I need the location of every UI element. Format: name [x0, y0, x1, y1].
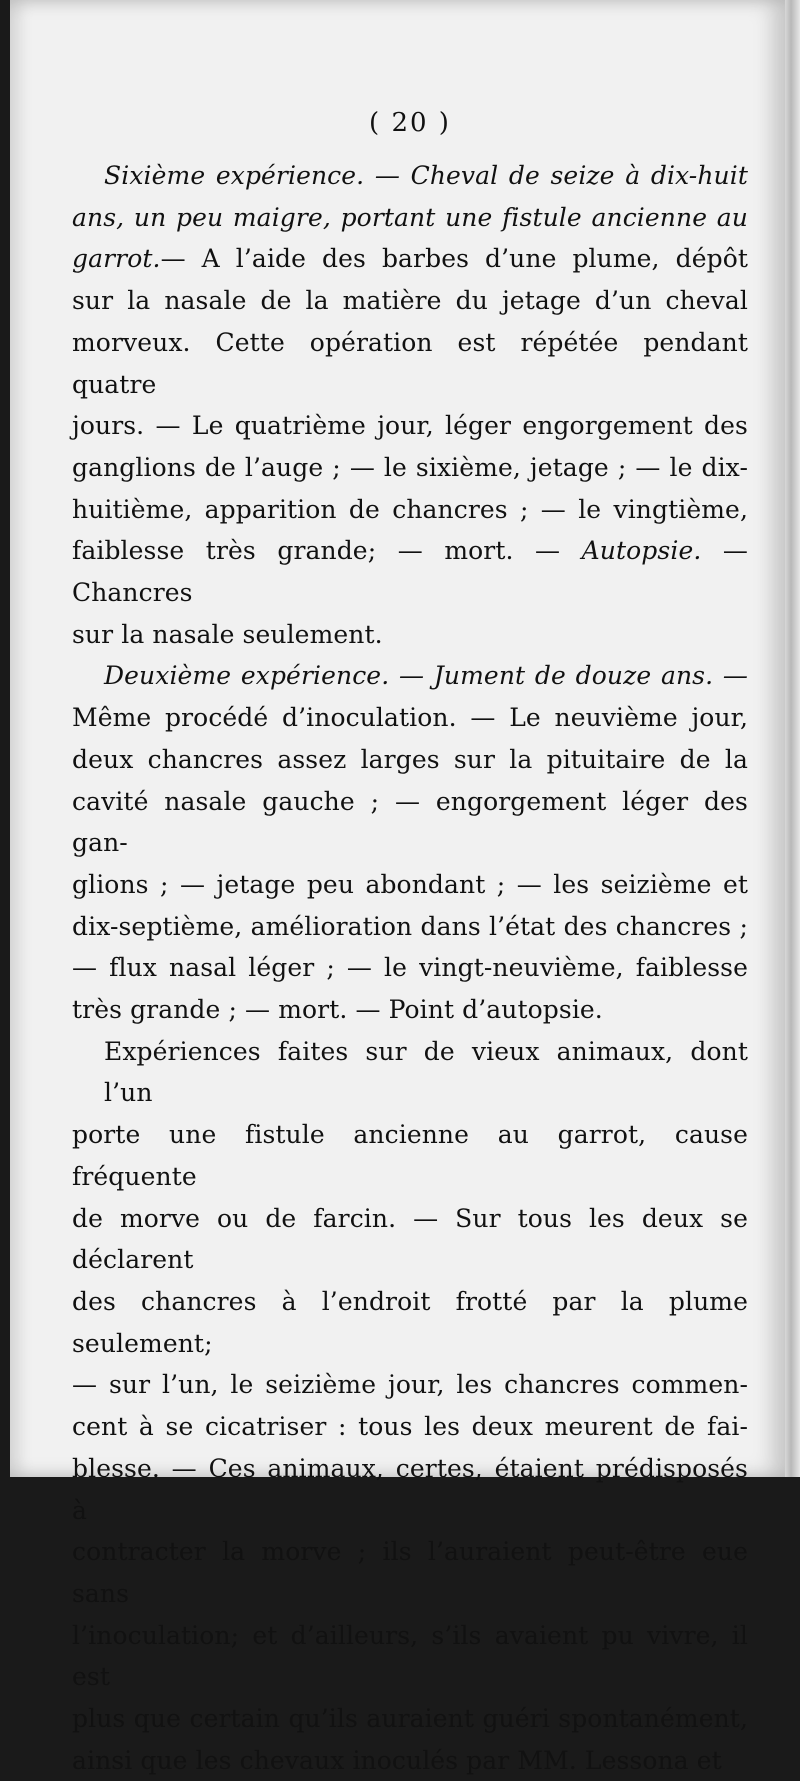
text-line	[72, 1281, 748, 1364]
text-run: faiblesse très grande; — mort. —	[72, 536, 582, 566]
text-run: sur la nasale seulement.	[72, 619, 383, 649]
text-run: — flux nasal léger ; — le vingt-neuvième, faiblesse	[72, 953, 748, 983]
text-line	[72, 655, 748, 697]
text-run: dix-septième, amélioration dans l’état des chancres ;	[72, 911, 748, 941]
book-page	[10, 0, 785, 1775]
text-run: sur la nasale de la matière du jetage d’un cheval	[72, 286, 748, 316]
text-run: de morve ou de farcin. — Sur tous les deux se déclarent	[72, 1203, 748, 1275]
text-line	[72, 1114, 748, 1197]
text-run: des chancres à l’endroit frotté par la plume seulement;	[72, 1286, 748, 1358]
italic-text: ans, un peu maigre, portant une fistule ancienne au	[72, 202, 748, 232]
page-body-text	[72, 155, 748, 1781]
text-run: Même procédé d’inoculation. — Le neuvième jour,	[72, 703, 748, 733]
text-run: cavité nasale gauche ; — engorgement léger des gan-	[72, 786, 748, 858]
text-line	[72, 864, 748, 906]
text-line	[72, 1031, 748, 1114]
text-run: cent à se cicatriser : tous les deux meurent de fai-	[72, 1412, 748, 1442]
text-line	[72, 947, 748, 989]
text-line	[72, 1698, 748, 1740]
text-run: — Chancres	[72, 536, 748, 608]
text-line	[72, 155, 748, 197]
text-run: deux chancres assez larges sur la pituitaire de la	[72, 744, 748, 774]
text-line	[72, 447, 748, 489]
text-line	[72, 280, 748, 322]
text-run: contracter la morve ; ils l’auraient peut-être eue sans	[72, 1537, 748, 1608]
text-line	[72, 906, 748, 948]
text-run: morveux. Cette opération est répétée pendant quatre	[72, 327, 748, 399]
text-line	[72, 197, 748, 239]
text-line	[72, 489, 748, 531]
text-line	[72, 614, 748, 656]
text-run: l’inoculation; et d’ailleurs, s’ils avaient pu vivre, il est	[72, 1620, 748, 1692]
italic-text: Sixième expérience. — Cheval de seize à dix-huit	[104, 161, 748, 190]
text-run: ganglions de l’auge ; — le sixième, jetage ; — le dix-	[72, 452, 748, 482]
text-line	[72, 697, 748, 739]
text-run: — sur l’un, le seizième jour, les chancres commen-	[72, 1370, 748, 1400]
italic-text: garrot.	[72, 244, 161, 274]
text-line	[72, 530, 748, 613]
page-number: ( 20 )	[369, 108, 451, 138]
text-line	[72, 1615, 748, 1698]
italic-text: Autopsie.	[581, 536, 702, 566]
italic-text: Deuxième expérience. — Jument de douze ans. —	[104, 661, 748, 691]
text-run: glions ; — jetage peu abondant ; — les seizième et	[72, 869, 748, 899]
text-line	[72, 238, 748, 280]
text-line	[72, 322, 748, 405]
text-run: — A l’aide des barbes d’une plume, dépôt	[160, 244, 748, 274]
text-line	[72, 1406, 748, 1448]
text-line	[72, 1448, 748, 1531]
text-run: plus que certain qu’ils auraient guéri spontanément,	[72, 1704, 748, 1734]
text-line	[72, 1198, 748, 1281]
text-line	[72, 405, 748, 447]
text-run: très grande ; — mort. — Point d’autopsie.	[72, 995, 603, 1025]
text-run: Expériences faites sur de vieux animaux, dont l’un	[104, 1036, 748, 1108]
text-line	[72, 1531, 748, 1614]
text-line	[72, 781, 748, 864]
text-line	[72, 739, 748, 781]
text-run: ainsi que les chevaux inoculés par MM. Lessona et	[72, 1745, 722, 1775]
page-edge	[785, 0, 800, 1477]
text-line	[72, 1364, 748, 1406]
text-run: blesse. — Ces animaux, certes, étaient prédisposés à	[72, 1453, 748, 1525]
text-line	[72, 1740, 748, 1781]
text-line	[72, 989, 748, 1031]
text-run: huitième, apparition de chancres ; — le vingtième,	[72, 494, 748, 524]
text-run: jours. — Le quatrième jour, léger engorgement des	[72, 411, 748, 441]
text-run: porte une fistule ancienne au garrot, cause fréquente	[72, 1120, 748, 1191]
